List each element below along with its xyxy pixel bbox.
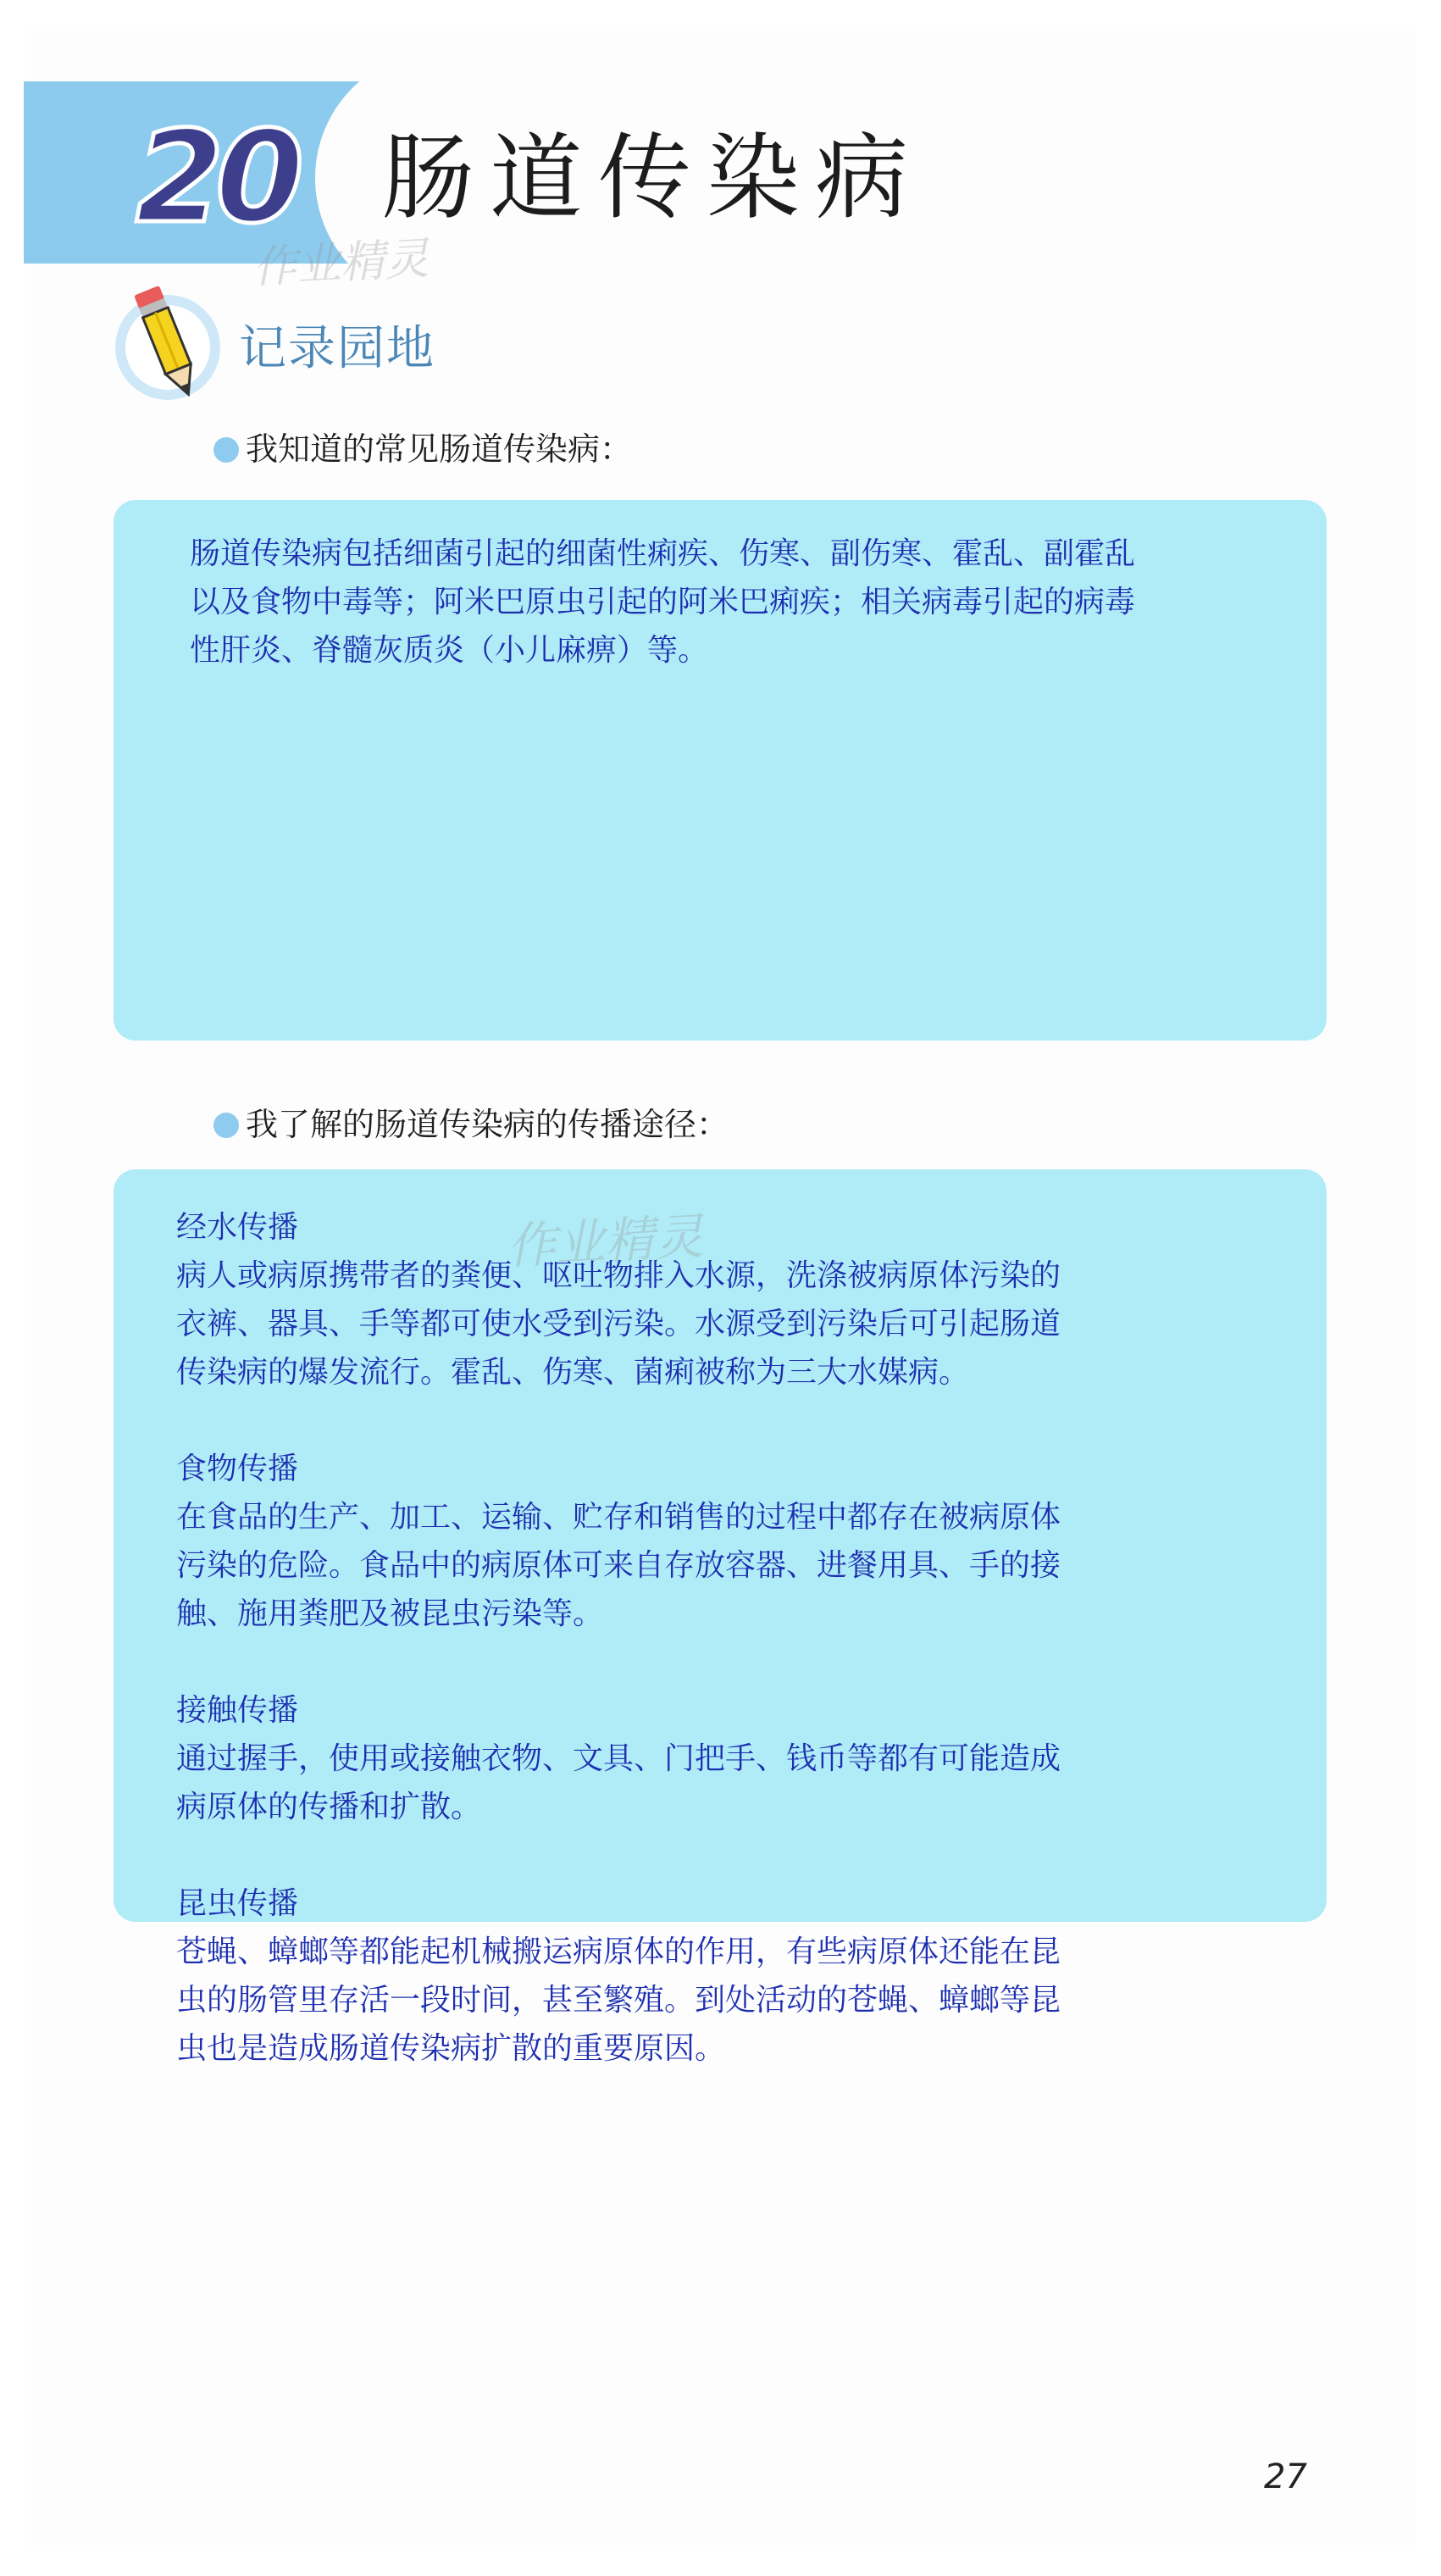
route-title: 昆虫传播 [176,1886,299,1921]
transmission-route [176,1686,1278,1831]
bullet-dot [213,437,239,463]
watermark: 作业精灵 [251,233,430,294]
transmission-route [176,1879,1278,2073]
route-line: 传染病的爆发流行。霍乱、伤寒、菌痢被称为三大水媒病。 [176,1355,970,1390]
page-number: 27 [1264,2457,1307,2496]
route-line: 苍蝇、蟑螂等都能起机械搬运病原体的作用，有些病原体还能在昆 [176,1935,1061,1969]
route-title: 食物传播 [176,1452,299,1486]
bullet-dot [213,1113,239,1138]
lesson-title: 肠道传染病 [381,124,923,232]
prompt-text: 我知道的常见肠道传染病： [246,430,633,468]
route-line: 污染的危险。食品中的病原体可来自存放容器、进餐用具、手的接 [176,1548,1061,1583]
lesson-number: 20 [136,104,296,252]
answer-line: 性肝炎、脊髓灰质炎（小儿麻痹）等。 [190,633,709,668]
route-line: 触、施用粪肥及被昆虫污染等。 [176,1596,604,1631]
route-title: 接触传播 [176,1693,299,1728]
transmission-route [176,1445,1278,1638]
route-line: 虫也是造成肠道传染病扩散的重要原因。 [176,2031,726,2066]
route-line: 通过握手，使用或接触衣物、文具、门把手、钱币等都有可能造成 [176,1741,1061,1776]
answer-line: 肠道传染病包括细菌引起的细菌性痢疾、伤寒、副伤寒、霍乱、副霍乱 [190,536,1136,571]
route-line: 病原体的传播和扩散。 [176,1790,482,1824]
section-heading: 记录园地 [239,321,435,376]
prompt-text: 我了解的肠道传染病的传播途径： [246,1106,729,1143]
question-prompt [213,1099,976,1150]
answer-line: 以及食物中毒等；阿米巴原虫引起的阿米巴痢疾；相关病毒引起的病毒 [190,585,1136,619]
answer-text [190,530,1291,675]
route-line: 衣裤、器具、手等都可使水受到污染。水源受到污染后可引起肠道 [176,1307,1061,1341]
transmission-route [176,1203,1278,1396]
route-line: 虫的肠管里存活一段时间，甚至繁殖。到处活动的苍蝇、蟑螂等昆 [176,1983,1061,2018]
question-prompt [213,424,976,475]
route-title: 经水传播 [176,1210,299,1245]
watermark: 作业精灵 [505,1207,705,1276]
pencil-icon [108,280,227,407]
route-line: 病人或病原携带者的粪便、呕吐物排入水源，洗涤被病原体污染的 [176,1258,1061,1293]
route-line: 在食品的生产、加工、运输、贮存和销售的过程中都存在被病原体 [176,1500,1061,1535]
